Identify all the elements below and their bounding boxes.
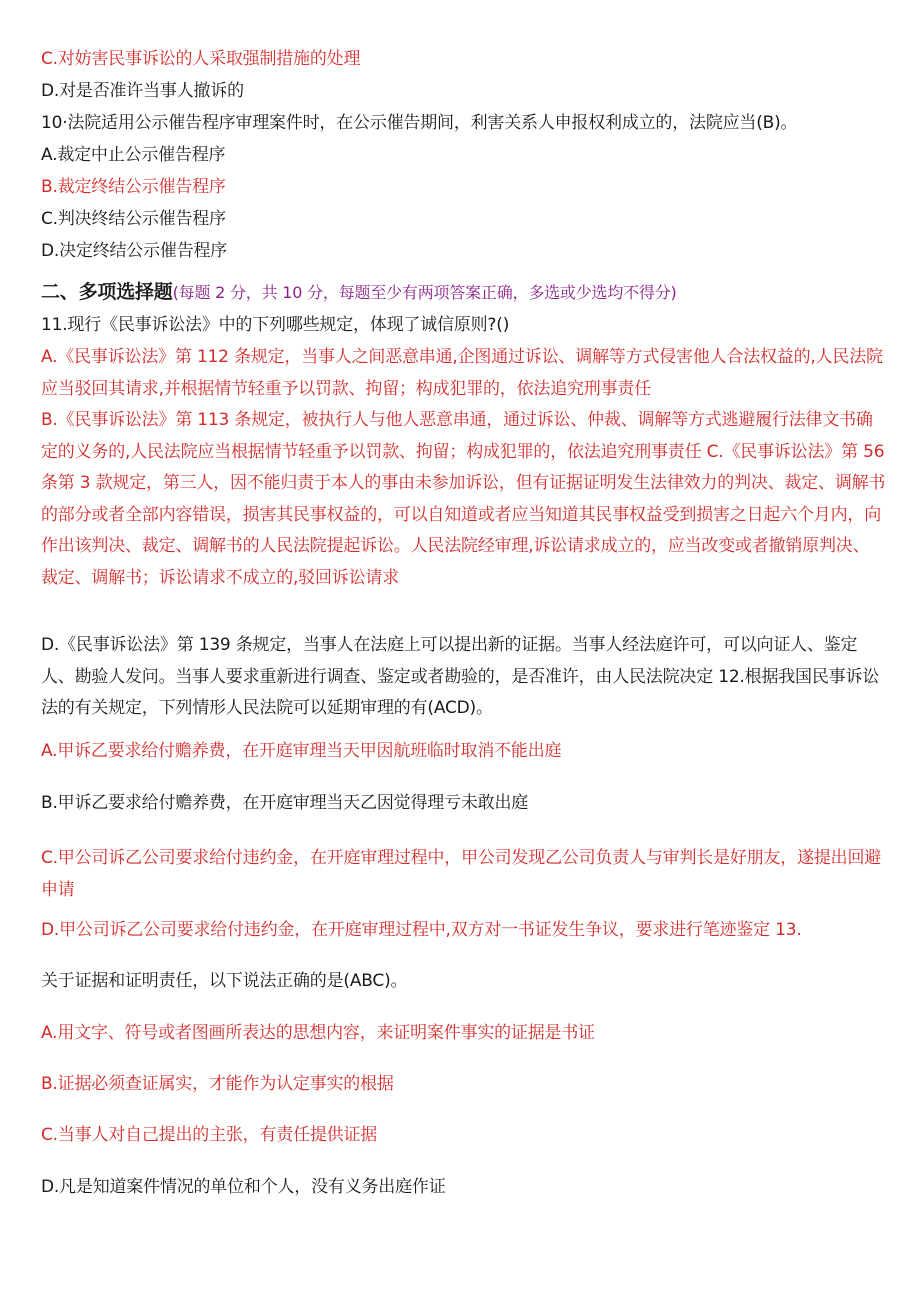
q9-option-c: C.对妨害民事诉讼的人采取强制措施的处理 (41, 49, 361, 69)
q11-option-b: B.《民事诉讼法》第 113 条规定，被执行人与他人恶意串通，通过诉讼、仲裁、调解等方式逃避履行法律文书确定的义务的,人民法院应当根据情节轻重予以罚款、拘留；构成犯罪的，依法追究刑事责任 C.《民事诉讼法》第 56 条第 3 款规定，第三人，因不能归责于本人的事由未参加诉讼，但有证据证明发生法律效力的判决、裁定、调解书的部分或者全部内容错误，损害其民事权益的，可以自知道或者应当知道其民事权益受到损害之日起六个月内，向作出该判决、裁定、调解书的人民法院提起诉讼。人民法院经审理,诉讼请求成立的，应当改变或者撤销原判决、裁定、调解书；诉讼请求不成立的,驳回诉讼请求 (41, 410, 886, 588)
q10-option-c: C.判决终结公示催告程序 (41, 209, 226, 229)
q13-option-a: A.用文字、符号或者图画所表达的思想内容，来证明案件事实的证据是书证 (41, 1023, 595, 1043)
q10-option-b: B.裁定终结公示催告程序 (41, 177, 226, 197)
q12-option-a: A.甲诉乙要求给付赡养费，在开庭审理当天甲因航班临时取消不能出庭 (41, 741, 562, 761)
section-heading (41, 277, 886, 309)
section-title: 二、多项选择题 (41, 281, 173, 303)
q12-option-d: D.甲公司诉乙公司要求给付违约金，在开庭审理过程中,双方对一书证发生争议，要求进行笔迹鉴定 13. (41, 920, 802, 940)
q13-option-c: C.当事人对自己提出的主张，有责任提供证据 (41, 1125, 378, 1145)
q13-option-d: D.凡是知道案件情况的单位和个人，没有义务出庭作证 (41, 1177, 446, 1197)
q13-stem: 关于证据和证明责任，以下说法正确的是(ABC)。 (41, 971, 408, 991)
q11-option-a: A.《民事诉讼法》第 112 条规定，当事人之间恶意串通,企图通过诉讼、调解等方式侵害他人合法权益的,人民法院应当驳回其请求,并根据情节轻重予以罚款、拘留；构成犯罪的，依法追究刑事责任 (41, 347, 883, 399)
q13-option-b: B.证据必须查证属实，才能作为认定事实的根据 (41, 1074, 394, 1094)
q10-option-a: A.裁定中止公示催告程序 (41, 145, 226, 165)
q11-stem: 11.现行《民事诉讼法》中的下列哪些规定，体现了诚信原则?() (41, 315, 510, 335)
q11-option-d: D.《民事诉讼法》第 139 条规定，当事人在法庭上可以提出新的证据。当事人经法庭许可，可以向证人、鉴定人、勘验人发问。当事人要求重新进行调查、鉴定或者勘验的，是否准许，由人民法院决定 12.根据我国民事诉讼法的有关规定，下列情形人民法院可以延期审理的有(ACD)。 (41, 635, 880, 718)
q12-option-c: C.甲公司诉乙公司要求给付违约金，在开庭审理过程中，甲公司发现乙公司负责人与审判长是好朋友，遂提出回避申请 (41, 848, 882, 900)
q10-option-d: D.决定终结公示催告程序 (41, 241, 228, 261)
section-note: (每题 2 分，共 10 分，每题至少有两项答案正确，多选或少选均不得分) (172, 283, 677, 302)
q12-option-b: B.甲诉乙要求给付赡养费，在开庭审理当天乙因觉得理亏未敢出庭 (41, 793, 529, 813)
q9-option-d: D.对是否准许当事人撤诉的 (41, 81, 244, 101)
q10-stem: 10·法院适用公示催告程序审理案件时，在公示催告期间，利害关系人申报权利成立的，法院应当(B)。 (41, 113, 798, 133)
